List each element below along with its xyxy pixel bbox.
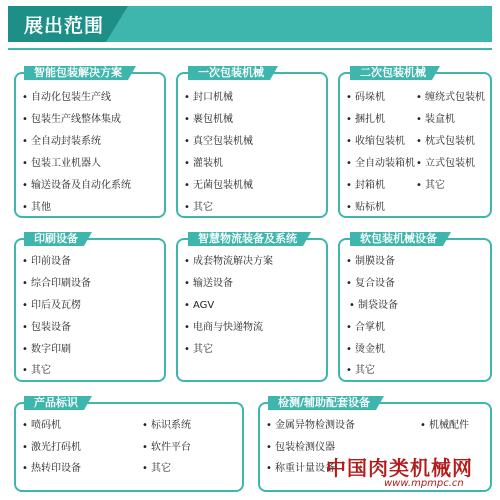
- category-title: 软包装机械设备: [350, 232, 443, 246]
- list-item: • 金属异物检测设备: [266, 419, 355, 432]
- watermark-url: www.mpmpc.cn: [384, 478, 464, 489]
- section-header: [8, 6, 492, 50]
- list-item: • 装盒机: [416, 113, 455, 126]
- list-item: • 热转印设备: [22, 462, 81, 475]
- list-item: • 成套物流解决方案: [184, 255, 273, 268]
- list-item: • 印前设备: [22, 255, 71, 268]
- list-item: • 综合印刷设备: [22, 277, 91, 290]
- list-item: • 全自动装箱机: [346, 157, 415, 170]
- list-item: • 其它: [346, 364, 375, 377]
- list-item: • 制膜设备: [346, 255, 395, 268]
- list-item: • 软件平台: [142, 441, 191, 454]
- list-item: • 裹包机械: [184, 113, 233, 126]
- list-item: • 其它: [22, 364, 51, 377]
- list-item: • 真空包装机械: [184, 135, 253, 148]
- list-item: • 捆扎机: [346, 113, 385, 126]
- category-title: 智能包装解决方案: [24, 66, 128, 80]
- header-title-plate-notch: [106, 6, 128, 42]
- list-item: • 喷码机: [22, 419, 61, 432]
- category-box-product-marking: [14, 396, 244, 492]
- list-item: • 贴标机: [346, 201, 385, 214]
- list-item: • 枕式包装机: [416, 135, 475, 148]
- category-title: 产品标识: [24, 396, 84, 410]
- list-item: • 自动化包装生产线: [22, 91, 111, 104]
- list-item: • 其它: [416, 179, 445, 192]
- list-item: • 封口机械: [184, 91, 233, 104]
- list-item: • 制袋设备: [349, 299, 398, 312]
- list-item: • 称重计量设备: [266, 462, 335, 475]
- watermark-site-name: 中国肉类机械网: [326, 456, 473, 480]
- list-item: • 合掌机: [346, 321, 385, 334]
- list-item: • 标识系统: [142, 419, 191, 432]
- list-item: • 印后及瓦楞: [22, 299, 81, 312]
- list-item: • 灌装机: [184, 157, 223, 170]
- category-box-flexible-packaging: [338, 232, 492, 382]
- category-title: 一次包装机械: [188, 66, 270, 80]
- category-title: 智慧物流装备及系统: [188, 232, 303, 246]
- list-item: • 电商与快递物流: [184, 321, 263, 334]
- category-box-secondary-packaging: [338, 66, 492, 218]
- category-box-printing: [14, 232, 166, 382]
- list-item: • 复合设备: [346, 277, 395, 290]
- category-box-primary-packaging: [176, 66, 328, 218]
- list-item: • 激光打码机: [22, 441, 81, 454]
- list-item: • 全自动封装系统: [22, 135, 101, 148]
- list-item: • 包装工业机器人: [22, 157, 101, 170]
- category-title: 检测/辅助配套设备: [268, 396, 376, 410]
- list-item: • 缠绕式包装机: [416, 91, 485, 104]
- list-item: • 收缩包装机: [346, 135, 405, 148]
- list-item: • 输送设备及自动化系统: [22, 179, 131, 192]
- list-item: • 烫金机: [346, 343, 385, 356]
- list-item: • 码垛机: [346, 91, 385, 104]
- list-item: • 包装设备: [22, 321, 71, 334]
- list-item: • 其它: [142, 462, 171, 475]
- list-item: • 包装生产线整体集成: [22, 113, 121, 126]
- category-box-smart-packaging: [14, 66, 166, 218]
- category-title: 印刷设备: [24, 232, 84, 246]
- category-box-smart-logistics: [176, 232, 328, 382]
- list-item: • AGV: [184, 299, 214, 312]
- list-item: • 立式包装机: [416, 157, 475, 170]
- list-item: • 封箱机: [346, 179, 385, 192]
- header-divider: [8, 42, 492, 48]
- list-item: • 机械配件: [420, 419, 469, 432]
- list-item: • 其他: [22, 201, 51, 214]
- list-item: • 其它: [184, 201, 213, 214]
- page-title: 展出范围: [24, 15, 105, 37]
- list-item: • 数字印刷: [22, 343, 71, 356]
- list-item: • 其它: [184, 343, 213, 356]
- category-title: 二次包装机械: [350, 66, 432, 80]
- list-item: • 输送设备: [184, 277, 233, 290]
- list-item: • 无菌包装机械: [184, 179, 253, 192]
- list-item: • 包装检测仪器: [266, 441, 335, 454]
